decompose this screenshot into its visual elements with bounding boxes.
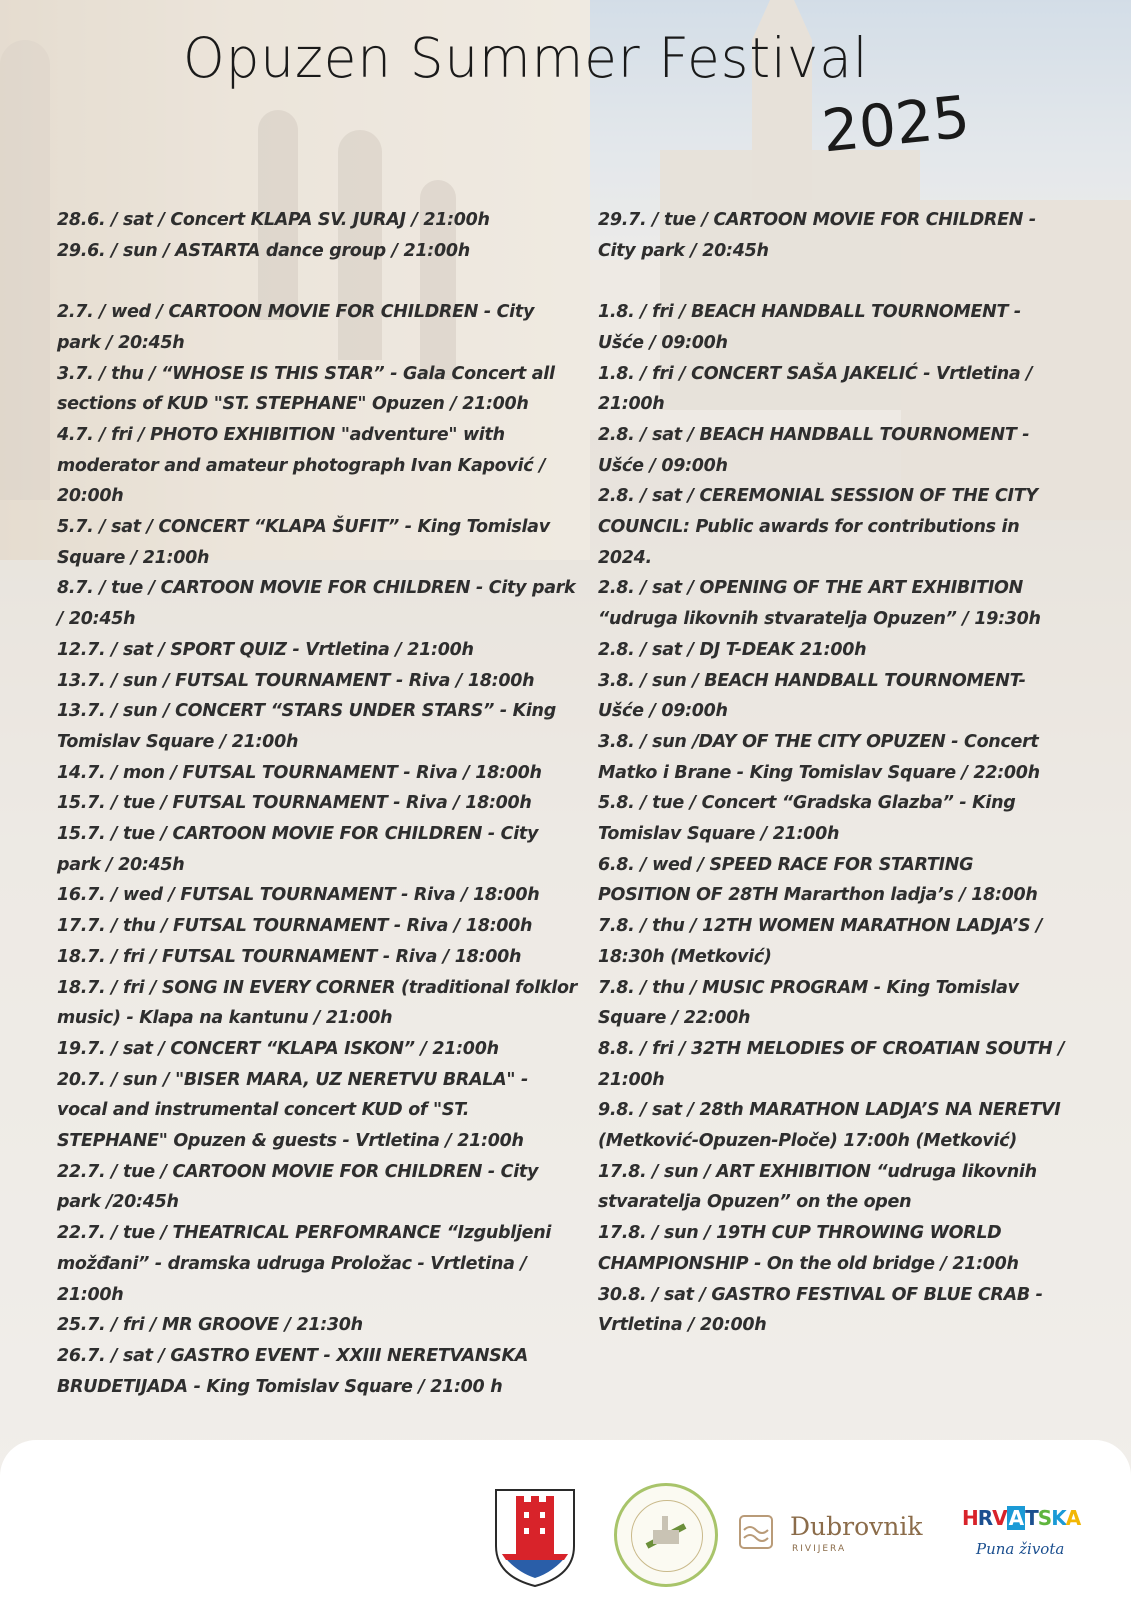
page-year: 2025	[818, 82, 973, 166]
event-entry: 1.8. / fri / CONCERT SAŠA JAKELIĆ - Vrtletina / 21:00h	[598, 363, 1033, 415]
tourist-board-badge-logo	[614, 1483, 718, 1587]
event-entry: 7.8. / thu / 12TH WOMEN MARATHON LADJA’S / 18:30h (Metković)	[598, 916, 1043, 967]
event-entry: 2.7. / wed / CARTOON MOVIE FOR CHILDREN - City park / 20:45h	[57, 302, 535, 353]
dubrovnik-riviera-logo: Dubrovnik RIVIJERA	[734, 1508, 934, 1568]
event-entry: 22.7. / tue / CARTOON MOVIE FOR CHILDREN - City park /20:45h	[57, 1161, 539, 1213]
hrvatska-wordmark: HRV A TSKA	[962, 1506, 1081, 1530]
event-entry: 13.7. / sun / CONCERT “STARS UNDER STARS” - King Tomislav Square / 21:00h	[57, 701, 556, 752]
event-entry: 5.7. / sat / CONCERT “KLAPA ŠUFIT” - King Tomislav Square / 21:00h	[57, 517, 550, 568]
event-entry: 1.8. / fri / BEACH HANDBALL TOURNOMENT - Ušće / 09:00h	[598, 302, 1021, 353]
event-entry: 20.7. / sun / "BISER MARA, UZ NERETVU BRALA" - vocal and instrumental concert KUD of "ST. STEPHANE" Opuzen & guests - Vrtletina / 21:00h	[57, 1069, 528, 1152]
event-entry: 19.7. / sat / CONCERT “KLAPA ISKON” / 21:00h	[57, 1038, 499, 1059]
event-entry: 2.8. / sat / DJ T-DEAK 21:00h	[598, 639, 867, 660]
event-entry: 29.7. / tue / CARTOON MOVIE FOR CHILDREN - City park / 20:45h	[598, 210, 1036, 261]
event-entry: 28.6. / sat / Concert KLAPA SV. JURAJ / 21:00h	[57, 210, 490, 230]
event-entry: 2.8. / sat / CEREMONIAL SESSION OF THE CITY COUNCIL: Public awards for contributions in 2024.	[598, 486, 1038, 568]
event-entry: 29.6. / sun / ASTARTA dance group / 21:00h	[57, 240, 470, 261]
croatia-tourism-logo: HRV A TSKA Puna života	[962, 1506, 1081, 1558]
event-entry: 25.7. / fri / MR GROOVE / 21:30h	[57, 1315, 363, 1336]
event-entry: 6.8. / wed / SPEED RACE FOR STARTING POSITION OF 28TH Mararthon ladja’s / 18:00h	[598, 854, 1038, 906]
event-entry: 16.7. / wed / FUTSAL TOURNAMENT - Riva / 18:00h	[57, 885, 540, 906]
event-entry: 5.8. / tue / Concert “Gradska Glazba” - King Tomislav Square / 21:00h	[598, 793, 1016, 845]
event-entry: 12.7. / sat / SPORT QUIZ - Vrtletina / 21:00h	[57, 639, 474, 660]
event-entry: 4.7. / fri / PHOTO EXHIBITION "adventure" with moderator and amateur photograph Ivan Kapović / 20:00h	[57, 424, 546, 507]
program-left-column	[57, 205, 577, 1402]
event-entry: 15.7. / tue / CARTOON MOVIE FOR CHILDREN - City park / 20:45h	[57, 824, 539, 875]
event-entry: 8.7. / tue / CARTOON MOVIE FOR CHILDREN - City park / 20:45h	[57, 578, 576, 630]
event-entry: 2.8. / sat / OPENING OF THE ART EXHIBITION “udruga likovnih stvaratelja Opuzen” / 19:30h	[598, 578, 1041, 630]
event-entry: 9.8. / sat / 28th MARATHON LADJA’S NA NERETVI (Metković-Opuzen-Ploče) 17:00h (Metković)	[598, 1100, 1061, 1152]
event-entry: 13.7. / sun / FUTSAL TOURNAMENT - Riva / 18:00h	[57, 670, 535, 691]
event-entry: 7.8. / thu / MUSIC PROGRAM - King Tomislav Square / 22:00h	[598, 977, 1019, 1029]
event-entry: 17.7. / thu / FUTSAL TOURNAMENT - Riva / 18:00h	[57, 916, 533, 937]
event-entry: 2.8. / sat / BEACH HANDBALL TOURNOMENT - Ušće / 09:00h	[598, 424, 1030, 476]
program-right-column	[598, 205, 1068, 1341]
event-entry: 18.7. / fri / SONG IN EVERY CORNER (traditional folklor music) - Klapa na kantunu / 21:00h	[57, 977, 578, 1029]
opuzen-coat-of-arms-logo	[494, 1488, 576, 1588]
spacer	[598, 266, 1068, 297]
event-entry: 15.7. / tue / FUTSAL TOURNAMENT - Riva / 18:00h	[57, 793, 532, 814]
event-entry: 3.8. / sun /DAY OF THE CITY OPUZEN - Concert Matko i Brane - King Tomislav Square / 22:00h	[598, 731, 1040, 783]
event-entry: 17.8. / sun / ART EXHIBITION “udruga likovnih stvaratelja Opuzen” on the open	[598, 1161, 1037, 1213]
event-entry: 14.7. / mon / FUTSAL TOURNAMENT - Riva / 18:00h	[57, 762, 542, 783]
page-title: Opuzen Summer Festival	[183, 26, 869, 91]
event-entry: 3.7. / thu / “WHOSE IS THIS STAR” - Gala Concert all sections of KUD "ST. STEPHANE" Opuzen / 21:00h	[57, 363, 555, 415]
event-entry: 30.8. / sat / GASTRO FESTIVAL OF BLUE CRAB - Vrtletina / 20:00h	[598, 1284, 1043, 1336]
event-entry: 26.7. / sat / GASTRO EVENT - XXIII NERETVANSKA BRUDETIJADA - King Tomislav Square / 21:00 h	[57, 1346, 528, 1397]
event-entry: 18.7. / fri / FUTSAL TOURNAMENT - Riva / 18:00h	[57, 946, 522, 967]
event-entry: 8.8. / fri / 32TH MELODIES OF CROATIAN SOUTH / 21:00h	[598, 1038, 1065, 1090]
spacer	[57, 266, 577, 297]
event-entry: 22.7. / tue / THEATRICAL PERFOMRANCE “Izgubljeni možđani” - dramska udruga Proložac - Vrtletina / 21:00h	[57, 1223, 552, 1305]
event-entry: 17.8. / sun / 19TH CUP THROWING WORLD CHAMPIONSHIP - On the old bridge / 21:00h	[598, 1223, 1019, 1274]
event-entry: 3.8. / sun / BEACH HANDBALL TOURNOMENT- Ušće / 09:00h	[598, 670, 1026, 722]
